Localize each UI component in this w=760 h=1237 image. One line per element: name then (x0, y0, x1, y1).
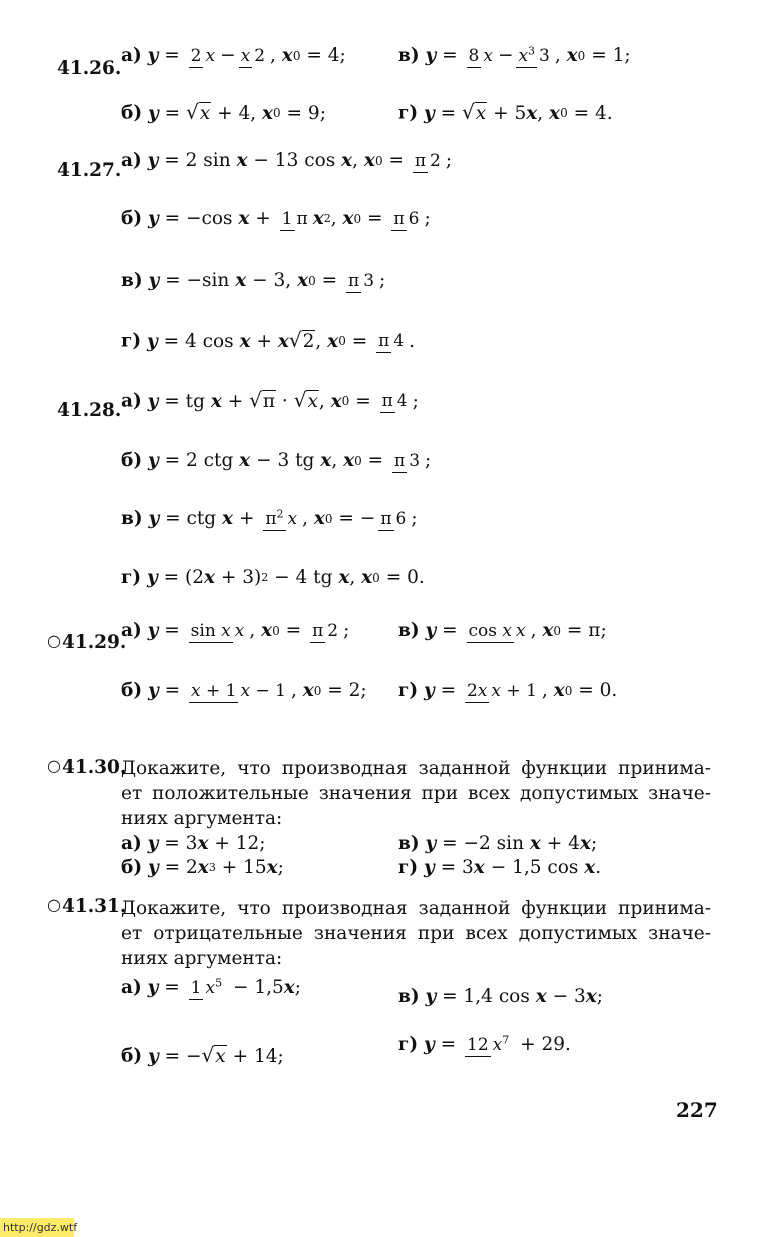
page-number: 227 (676, 1098, 718, 1122)
item-41-31-v: в) y = 1,4 cos x − 3 x ; (398, 986, 604, 1007)
problem-text-41-30: Докажите, что производная заданной функции принима- ет положительные значения при всех допустимых значе- ниях аргумента: (121, 758, 711, 829)
item-41-26-v: в) y = 8 x − $x^3$ 3 , x 0 = 1; (398, 44, 631, 66)
item-41-29-g: г) y = 2x x + 1 , x 0 = 0. (398, 680, 618, 701)
label-a: а) (121, 977, 142, 998)
item-41-29-b: б) y = x + 1 x − 1 , x 0 = 2; (121, 680, 367, 701)
item-41-28-b: б) y = 2 ctg x − 3 tg x , x 0 = π 3 ; (121, 450, 432, 471)
label-a: а) (121, 150, 142, 171)
label-b: б) (121, 102, 143, 124)
watermark-link[interactable]: http://gdz.wtf (0, 1218, 74, 1237)
item-41-31-g: г) y = 12 $x^7$ + 29. (398, 1033, 571, 1055)
problem-text-41-31: Докажите, что производная заданной функции принима- ет отрицательные значения при всех допустимых значе- ниях аргумента: (121, 898, 711, 969)
item-41-28-v: в) y = ctg x + $\pi^2$ x , x 0 = − π 6 ; (121, 507, 418, 529)
item-41-31-a: а) y = 1 $x^5$ − 1,5 x ; (121, 976, 302, 998)
item-41-27-g: г) y = 4 cos x + x √2 , x 0 = π 4 . (121, 328, 415, 352)
item-41-30-g: г) y = 3 x − 1,5 cos x . (398, 857, 602, 878)
number-text: 41.30. (61, 757, 127, 778)
label-v: в) (398, 986, 420, 1007)
label-b: б) (121, 450, 143, 471)
problem-number-41-26: 41.26. (57, 58, 122, 79)
label-a: а) (121, 620, 142, 641)
item-41-29-v: в) y = cos x x , x 0 = π; (398, 620, 607, 641)
label-g: г) (398, 680, 419, 701)
number-text: 41.29. (61, 632, 127, 653)
item-41-27-b: б) y = −cos x + 1 π x 2 , x 0 = π 6 ; (121, 208, 431, 229)
item-41-28-g: г) y = (2 x + 3) 2 − 4 tg x , x 0 = 0. (121, 567, 425, 588)
item-41-30-v: в) y = −2 sin x + 4 x ; (398, 833, 598, 854)
item-41-26-g: г) y = √x + 5 x , x 0 = 4. (398, 100, 613, 124)
label-v: в) (121, 508, 143, 529)
problem-number-41-29 (47, 632, 126, 653)
problem-number-41-28: 41.28. (57, 400, 122, 421)
label-g: г) (121, 330, 142, 352)
label-g: г) (121, 567, 142, 588)
label-v: в) (398, 833, 420, 854)
difficulty-mark: ○ (47, 895, 61, 914)
item-41-27-a: а) y = 2 sin x − 13 cos x , x 0 = π 2 ; (121, 150, 453, 171)
label-a: а) (121, 390, 142, 412)
label-g: г) (398, 1034, 419, 1055)
problem-number-41-30 (47, 757, 126, 778)
problem-number-41-27: 41.27. (57, 160, 122, 181)
label-b: б) (121, 857, 143, 878)
item-41-26-b: б) y = √x + 4, x 0 = 9; (121, 100, 326, 124)
item-41-31-b: б) y = − √x + 14; (121, 1043, 284, 1067)
item-41-30-b: б) y = 2 x 3 + 15 x ; (121, 857, 284, 878)
difficulty-mark: ○ (47, 631, 61, 650)
item-41-28-a: а) y = tg x + √π · √x , x 0 = π 4 ; (121, 388, 419, 412)
item-41-26-a: а) y = 2 x − x 2 , x 0 = 4; (121, 45, 346, 66)
label-b: б) (121, 208, 143, 229)
difficulty-mark: ○ (47, 756, 61, 775)
label-a: а) (121, 833, 142, 854)
label-b: б) (121, 680, 143, 701)
label-g: г) (398, 857, 419, 878)
problem-number-41-31 (47, 896, 126, 917)
label-v: в) (121, 270, 143, 291)
label-b: б) (121, 1045, 143, 1067)
label-v: в) (398, 620, 420, 641)
item-41-27-v: в) y = −sin x − 3, x 0 = π 3 ; (121, 270, 386, 291)
label-a: а) (121, 45, 142, 66)
number-text: 41.31. (61, 896, 127, 917)
label-g: г) (398, 102, 419, 124)
item-41-29-a: а) y = sin x x , x 0 = π 2 ; (121, 620, 350, 641)
label-v: в) (398, 45, 420, 66)
item-41-30-a: а) y = 3 x + 12; (121, 833, 266, 854)
